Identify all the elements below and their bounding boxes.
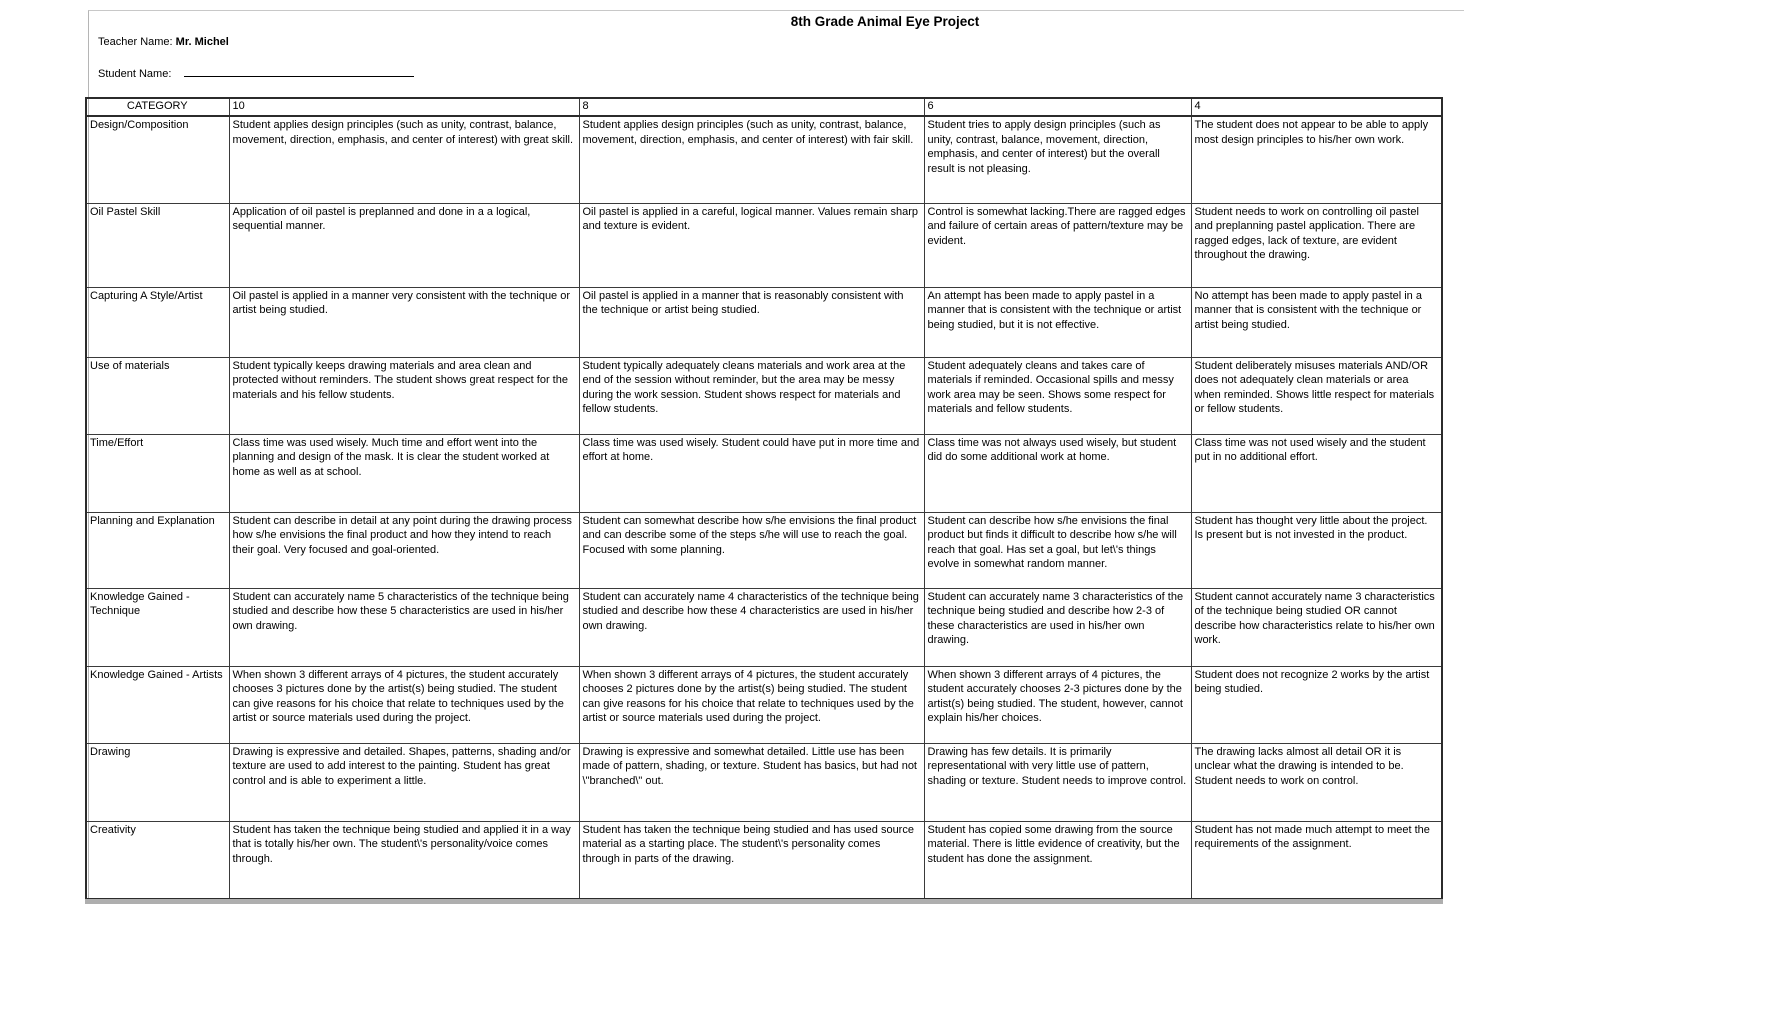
rubric-cell: Student cannot accurately name 3 characteristics of the technique being studied OR cannot describe how characteristics relate to his/her own work. xyxy=(1191,588,1442,666)
rubric-cell: When shown 3 different arrays of 4 pictures, the student accurately chooses 2 pictures done by the artist(s) being studied. The student can give reasons for his choice that relate to techniques used by the artist or source materials used during the project. xyxy=(579,666,924,743)
category-cell: Oil Pastel Skill xyxy=(86,203,229,287)
rubric-cell: Student does not recognize 2 works by the artist being studied. xyxy=(1191,666,1442,743)
table-row xyxy=(86,743,1442,821)
category-cell: Knowledge Gained - Artists xyxy=(86,666,229,743)
rubric-cell: Student can describe in detail at any point during the drawing process how s/he envisions the final product and how they intend to reach their goal. Very focused and goal-oriented. xyxy=(229,512,579,588)
table-row xyxy=(86,821,1442,899)
teacher-name-value: Mr. Michel xyxy=(175,36,229,48)
table-row xyxy=(86,203,1442,287)
rubric-cell: Student deliberately misuses materials AND/OR does not adequately clean materials or area when reminded. Shows little respect for materials or fellow students. xyxy=(1191,357,1442,434)
rubric-cell: No attempt has been made to apply pastel in a manner that is consistent with the technique or artist being studied. xyxy=(1191,287,1442,357)
student-name-label: Student Name: xyxy=(98,68,172,80)
rubric-cell: Student has taken the technique being studied and applied it in a way that is totally his/her own. The student\'s personality/voice comes through. xyxy=(229,821,579,899)
rubric-cell: Student typically keeps drawing materials and area clean and protected without reminders. The student shows great respect for the materials and his fellow students. xyxy=(229,357,579,434)
rubric-cell: When shown 3 different arrays of 4 pictures, the student accurately chooses 3 pictures done by the artist(s) being studied. The student can give reasons for his choice that relate to techniques used by the artist or source materials used during the project. xyxy=(229,666,579,743)
header-category: CATEGORY xyxy=(86,98,229,116)
rubric-cell: Student applies design principles (such as unity, contrast, balance, movement, direction, emphasis, and center of interest) with great skill. xyxy=(229,116,579,203)
rubric-cell: Student applies design principles (such as unity, contrast, balance, movement, direction, emphasis, and center of interest) with fair skill. xyxy=(579,116,924,203)
rubric-cell: Class time was not used wisely and the student put in no additional effort. xyxy=(1191,434,1442,512)
category-cell: Capturing A Style/Artist xyxy=(86,287,229,357)
page-title: 8th Grade Animal Eye Project xyxy=(790,14,980,29)
table-row xyxy=(86,512,1442,588)
table-row xyxy=(86,357,1442,434)
category-cell: Drawing xyxy=(86,743,229,821)
rubric-cell: Student can accurately name 5 characteristics of the technique being studied and describe how these 5 characteristics are used in his/her own drawing. xyxy=(229,588,579,666)
rubric-cell: When shown 3 different arrays of 4 pictures, the student accurately chooses 2-3 pictures done by the artist(s) being studied. The student, however, cannot explain his/her choices. xyxy=(924,666,1191,743)
rubric-cell: The drawing lacks almost all detail OR it is unclear what the drawing is intended to be. Student needs to work on control. xyxy=(1191,743,1442,821)
student-name-line xyxy=(98,65,414,80)
rubric-cell: Student has not made much attempt to meet the requirements of the assignment. xyxy=(1191,821,1442,899)
category-cell: Time/Effort xyxy=(86,434,229,512)
rubric-cell: Student typically adequately cleans materials and work area at the end of the session without reminder, but the area may be messy during the work session. Student shows respect for materials and fellow students. xyxy=(579,357,924,434)
rubric-cell: Drawing is expressive and detailed. Shapes, patterns, shading and/or texture are used to add interest to the painting. Student has great control and is able to experiment a little. xyxy=(229,743,579,821)
rubric-cell: Drawing has few details. It is primarily representational with very little use of pattern, shading or texture. Student needs to improve control. xyxy=(924,743,1191,821)
header-score-10: 10 xyxy=(229,98,579,116)
category-cell: Planning and Explanation xyxy=(86,512,229,588)
header-score-8: 8 xyxy=(579,98,924,116)
rubric-cell: Student can accurately name 3 characteristics of the technique being studied and describe how 2-3 of these characteristics are used in his/her own drawing. xyxy=(924,588,1191,666)
teacher-name-line xyxy=(98,36,229,48)
rubric-cell: Student has thought very little about the project. Is present but is not invested in the product. xyxy=(1191,512,1442,588)
teacher-name-label: Teacher Name: xyxy=(98,36,173,48)
rubric-cell: Control is somewhat lacking.There are ragged edges and failure of certain areas of pattern/texture may be evident. xyxy=(924,203,1191,287)
header-row xyxy=(86,98,1442,116)
table-row xyxy=(86,588,1442,666)
rubric-cell: Student tries to apply design principles (such as unity, contrast, balance, movement, direction, emphasis, and center of interest) but the overall result is not pleasing. xyxy=(924,116,1191,203)
header-score-6: 6 xyxy=(924,98,1191,116)
header-score-4: 4 xyxy=(1191,98,1442,116)
rubric-cell: An attempt has been made to apply pastel in a manner that is consistent with the technique or artist being studied, but it is not effective. xyxy=(924,287,1191,357)
table-row xyxy=(86,116,1442,203)
rubric-cell: Class time was used wisely. Much time and effort went into the planning and design of the mask. It is clear the student worked at home as well as at school. xyxy=(229,434,579,512)
category-cell: Design/Composition xyxy=(86,116,229,203)
category-cell: Use of materials xyxy=(86,357,229,434)
rubric-cell: The student does not appear to be able to apply most design principles to his/her own work. xyxy=(1191,116,1442,203)
category-cell: Knowledge Gained - Technique xyxy=(86,588,229,666)
student-name-blank xyxy=(184,65,414,77)
rubric-cell: Student can accurately name 4 characteristics of the technique being studied and describe how these 4 characteristics are used in his/her own drawing. xyxy=(579,588,924,666)
rubric-cell: Oil pastel is applied in a manner very consistent with the technique or artist being studied. xyxy=(229,287,579,357)
rubric-cell: Oil pastel is applied in a careful, logical manner. Values remain sharp and texture is evident. xyxy=(579,203,924,287)
rubric-cell: Drawing is expressive and somewhat detailed. Little use has been made of pattern, shading, or texture. Student has basics, but had not \"branched\" out. xyxy=(579,743,924,821)
rubric-cell: Student can somewhat describe how s/he envisions the final product and can describe some of the steps s/he will use to reach the goal. Focused with some planning. xyxy=(579,512,924,588)
rubric-cell: Class time was used wisely. Student could have put in more time and effort at home. xyxy=(579,434,924,512)
rubric-cell: Student adequately cleans and takes care of materials if reminded. Occasional spills and messy work area may be seen. Shows some respect for materials and fellow students. xyxy=(924,357,1191,434)
page-bottom-shadow xyxy=(85,899,1443,904)
rubric-cell: Student can describe how s/he envisions the final product but finds it difficult to describe how s/he will reach that goal. Has set a goal, but let\'s things evolve in somewhat random manner. xyxy=(924,512,1191,588)
table-row xyxy=(86,287,1442,357)
table-row xyxy=(86,434,1442,512)
rubric-cell: Student has taken the technique being studied and has used source material as a starting place. The student\'s personality comes through in parts of the drawing. xyxy=(579,821,924,899)
rubric-cell: Student has copied some drawing from the source material. There is little evidence of creativity, but the student has done the assignment. xyxy=(924,821,1191,899)
table-row xyxy=(86,666,1442,743)
rubric-cell: Student needs to work on controlling oil pastel and preplanning pastel application. There are ragged edges, lack of texture, are evident throughout the drawing. xyxy=(1191,203,1442,287)
rubric-cell: Class time was not always used wisely, but student did do some additional work at home. xyxy=(924,434,1191,512)
rubric-cell: Application of oil pastel is preplanned and done in a a logical, sequential manner. xyxy=(229,203,579,287)
rubric-cell: Oil pastel is applied in a manner that is reasonably consistent with the technique or artist being studied. xyxy=(579,287,924,357)
category-cell: Creativity xyxy=(86,821,229,899)
rubric-table xyxy=(85,97,1443,900)
